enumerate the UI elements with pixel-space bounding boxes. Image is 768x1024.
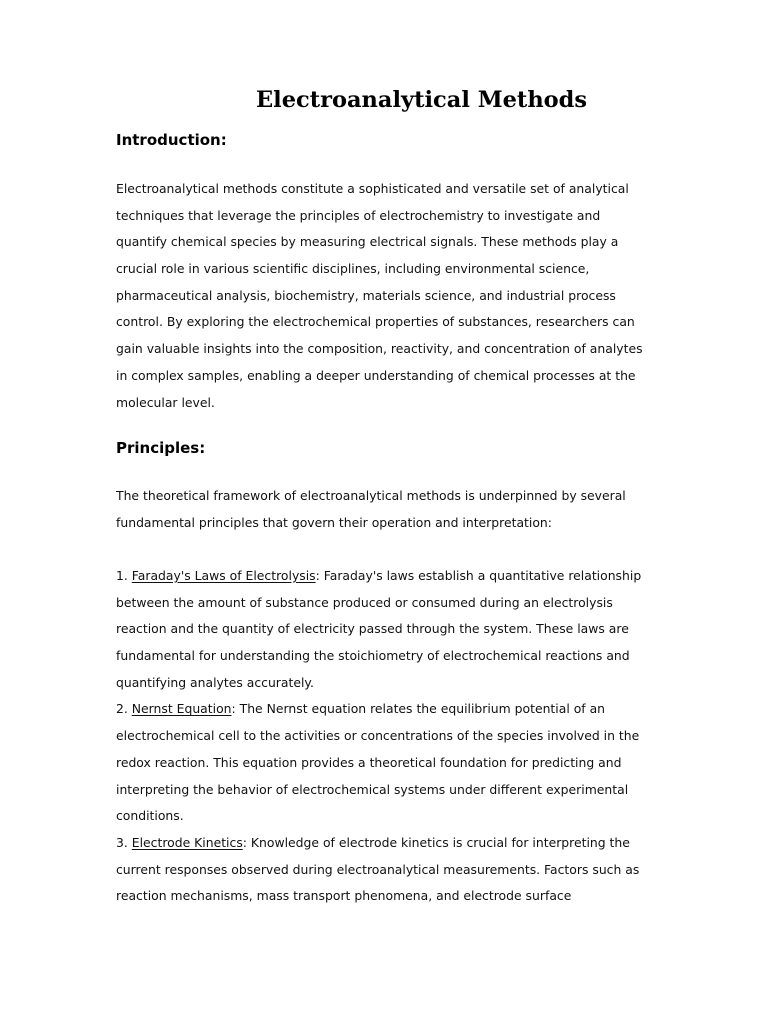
paragraph-line: redox reaction. This equation provides a theoretical foundation for predicting and <box>116 754 622 770</box>
list-number: 1. <box>116 568 132 583</box>
principles-list <box>116 563 656 910</box>
list-item-first-line <box>116 563 656 590</box>
paragraph-line: reaction and the quantity of electricity passed through the system. These laws are <box>116 621 629 637</box>
principles-intro-paragraph <box>116 483 656 536</box>
paragraph-line: interpreting the behavior of electrochemical systems under different experimental <box>116 781 629 797</box>
paragraph-line: conditions. <box>116 808 184 824</box>
list-item-text: : Knowledge of electrode kinetics is crucial for interpreting the <box>242 834 630 850</box>
list-number: 3. <box>116 834 132 850</box>
introduction-paragraph <box>116 176 656 416</box>
document-title: Electroanalytical Methods <box>256 87 588 113</box>
list-item-term: Electrode Kinetics <box>131 834 243 850</box>
principles-heading: Principles: <box>116 439 206 457</box>
paragraph-line: pharmaceutical analysis, biochemistry, materials science, and industrial process <box>116 287 616 303</box>
introduction-heading: Introduction: <box>116 131 227 149</box>
list-item-term: Nernst Equation <box>131 701 232 717</box>
paragraph-line: control. By exploring the electrochemical properties of substances, researchers can <box>116 314 635 330</box>
paragraph-line: in complex samples, enabling a deeper understanding of chemical processes at the <box>116 367 636 383</box>
paragraph-line: Electroanalytical methods constitute a sophisticated and versatile set of analytical <box>116 181 629 196</box>
paragraph-line: fundamental principles that govern their operation and interpretation: <box>116 514 552 530</box>
list-item-term: Faraday's Laws of Electrolysis <box>131 568 316 583</box>
list-item-first-line <box>116 830 656 857</box>
paragraph-line: current responses observed during electroanalytical measurements. Factors such as <box>116 861 640 877</box>
paragraph-line: molecular level. <box>116 394 215 410</box>
list-number: 2. <box>116 701 132 717</box>
paragraph-line: fundamental for understanding the stoichiometry of electrochemical reactions and <box>116 648 630 664</box>
paragraph-line: techniques that leverage the principles of electrochemistry to investigate and <box>116 207 601 223</box>
list-item-text: : The Nernst equation relates the equilibrium potential of an <box>231 701 606 717</box>
paragraph-line: reaction mechanisms, mass transport phenomena, and electrode surface <box>116 888 572 904</box>
paragraph-line: gain valuable insights into the composition, reactivity, and concentration of analytes <box>116 341 643 357</box>
paragraph-line: between the amount of substance produced or consumed during an electrolysis <box>116 594 613 610</box>
paragraph-line: The theoretical framework of electroanalytical methods is underpinned by several <box>116 488 626 503</box>
paragraph-line: quantify chemical species by measuring electrical signals. These methods play a <box>116 234 619 250</box>
paragraph-line: crucial role in various scientific disciplines, including environmental science, <box>116 261 590 277</box>
paragraph-line: quantifying analytes accurately. <box>116 674 314 690</box>
paragraph-line: electrochemical cell to the activities or concentrations of the species involved in the <box>116 728 640 744</box>
list-item-first-line <box>116 696 656 723</box>
list-item-text: : Faraday's laws establish a quantitative relationship <box>315 568 642 583</box>
